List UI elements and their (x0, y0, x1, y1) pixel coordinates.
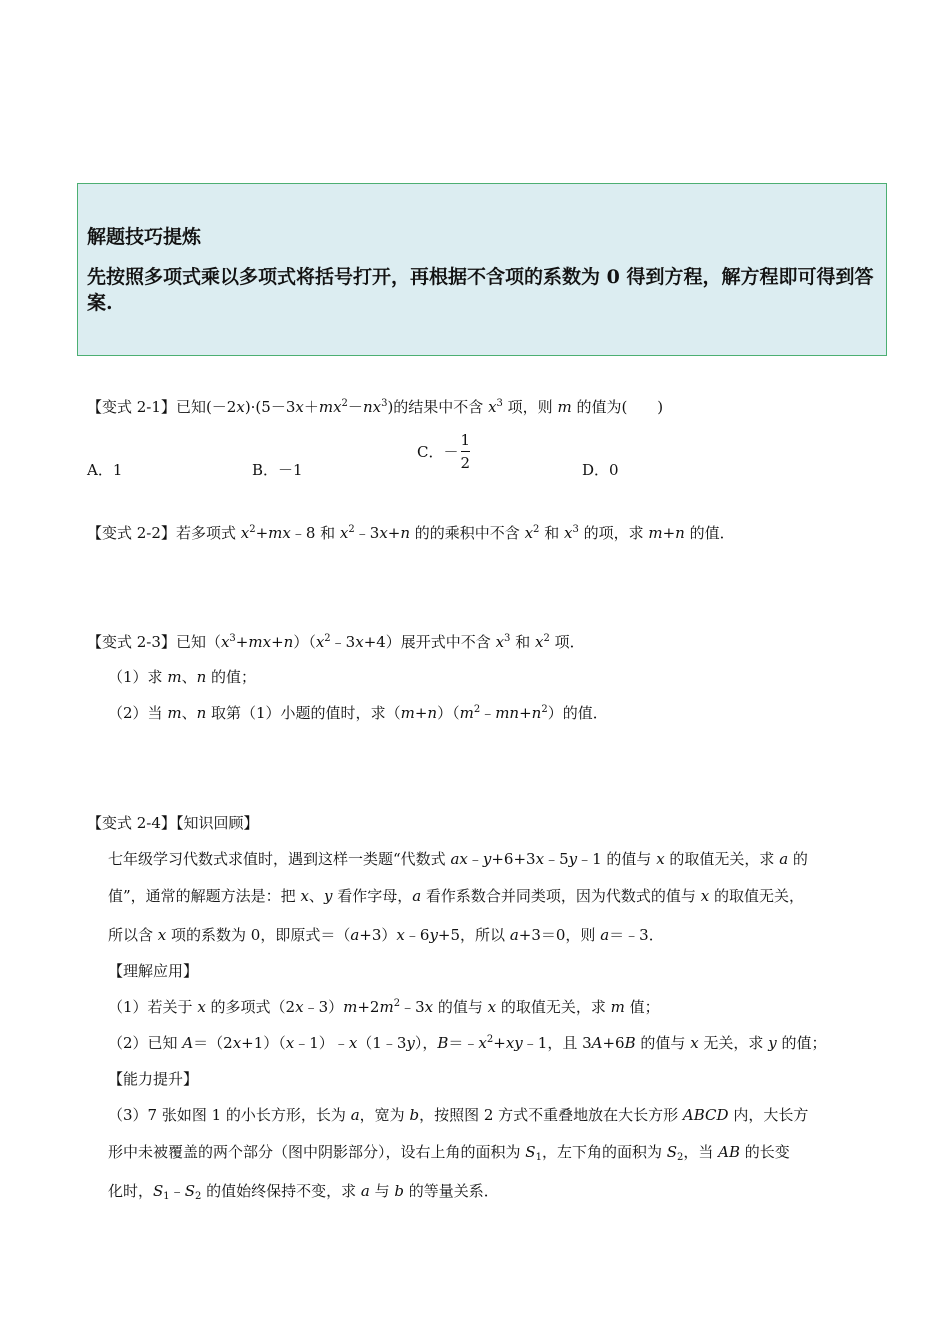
question-2-3 (87, 631, 585, 652)
question-2-3-part-1: （1）求 m、n 的值； (108, 668, 257, 686)
question-2-4 (87, 812, 258, 833)
question-2-4-part-2: （2）已知 A＝（2x+1）（x﹣1）﹣x（1﹣3y），$B=﹣x^2+xy﹣1$，且 3A+6B 的值与 x 无关，求 y 的值； (108, 1034, 827, 1052)
question-text: 若多项式 $x^2+mx﹣8$ 和 $x^2﹣3x+n$ 的的乘积中不含 $x^2$ 和 $x^3$ 的项，求 m+n 的值． (175, 524, 735, 542)
question-text: 已知$(-2x)\cdot(5-3x+mx^2-nx^3)$的结果中不含 $x^3$ 项，则 m 的值为( ) (175, 398, 664, 416)
question-2-3-part-2: （2）当 m、n 取第（1）小题的值时，求$(m+n)(m^2﹣mn+n^2)$的值． (108, 704, 608, 722)
question-2-4-part-3-line-2: 形中未被覆盖的两个部分（图中阴影部分），设右上角的面积为 $S_1$，左下角的面积为 $S_2$，当 AB 的长变 (108, 1143, 790, 1163)
question-2-1 (87, 396, 663, 417)
option-b[interactable]: B．－1 (252, 461, 303, 479)
question-text: 已知$(x^3+mx+n)(x^2﹣3x+4)$展开式中不含 $x^3$ 和 $x^2$ 项． (175, 633, 585, 651)
review-line-1: 七年级学习代数式求值时，遇到这样一类题“代数式 ax﹣y+6+3x﹣5y﹣1 的值与 x 的取值无关，求 a 的 (108, 850, 808, 868)
review-line-2: 值”，通常的解题方法是：把 x、y 看作字母，a 看作系数合并同类项，因为代数式的值与 x 的取值无关， (108, 887, 804, 905)
question-tag: 【变式 2-1】 (87, 398, 176, 416)
question-2-4-part-1: （1）若关于 x 的多项式$(2x﹣3)m+2m^2﹣3x$ 的值与 x 的取值无关，求 m 值； (108, 998, 660, 1016)
option-d[interactable]: D．0 (582, 461, 619, 479)
fraction: $\frac{1}{2}$ (460, 431, 471, 472)
knowledge-review-tag: 【知识回顾】 (175, 814, 259, 832)
question-tag: 【变式 2-4】 (87, 814, 176, 832)
question-2-2 (87, 522, 735, 543)
tip-title: 解题技巧提炼 (87, 226, 202, 248)
question-2-4-part-3-line-3: 化时，$S_1﹣S_2$ 的值始终保持不变，求 a 与 b 的等量关系． (108, 1182, 499, 1202)
question-2-4-part-3-line-1: （3）7 张如图 1 的小长方形，长为 a，宽为 b，按照图 2 方式不重叠地放在大长方形 ABCD 内，大长方 (108, 1106, 809, 1124)
option-a[interactable]: A．1 (87, 461, 123, 479)
tip-box (77, 183, 887, 356)
question-tag: 【变式 2-3】 (87, 633, 176, 651)
tip-body: 先按照多项式乘以多项式将括号打开，再根据不含项的系数为 0 得到方程，解方程即可得到答案. (87, 266, 874, 314)
ability-heading: 【能力提升】 (108, 1070, 199, 1088)
question-tag: 【变式 2-2】 (87, 524, 176, 542)
option-c[interactable]: C．－ $\frac{1}{2}$ (417, 431, 471, 472)
review-line-3: 所以含 x 项的系数为 0，即原式＝（a+3）x﹣6y+5，所以 a+3＝0，则 a＝﹣3． (108, 926, 664, 944)
understand-heading: 【理解应用】 (108, 962, 199, 980)
